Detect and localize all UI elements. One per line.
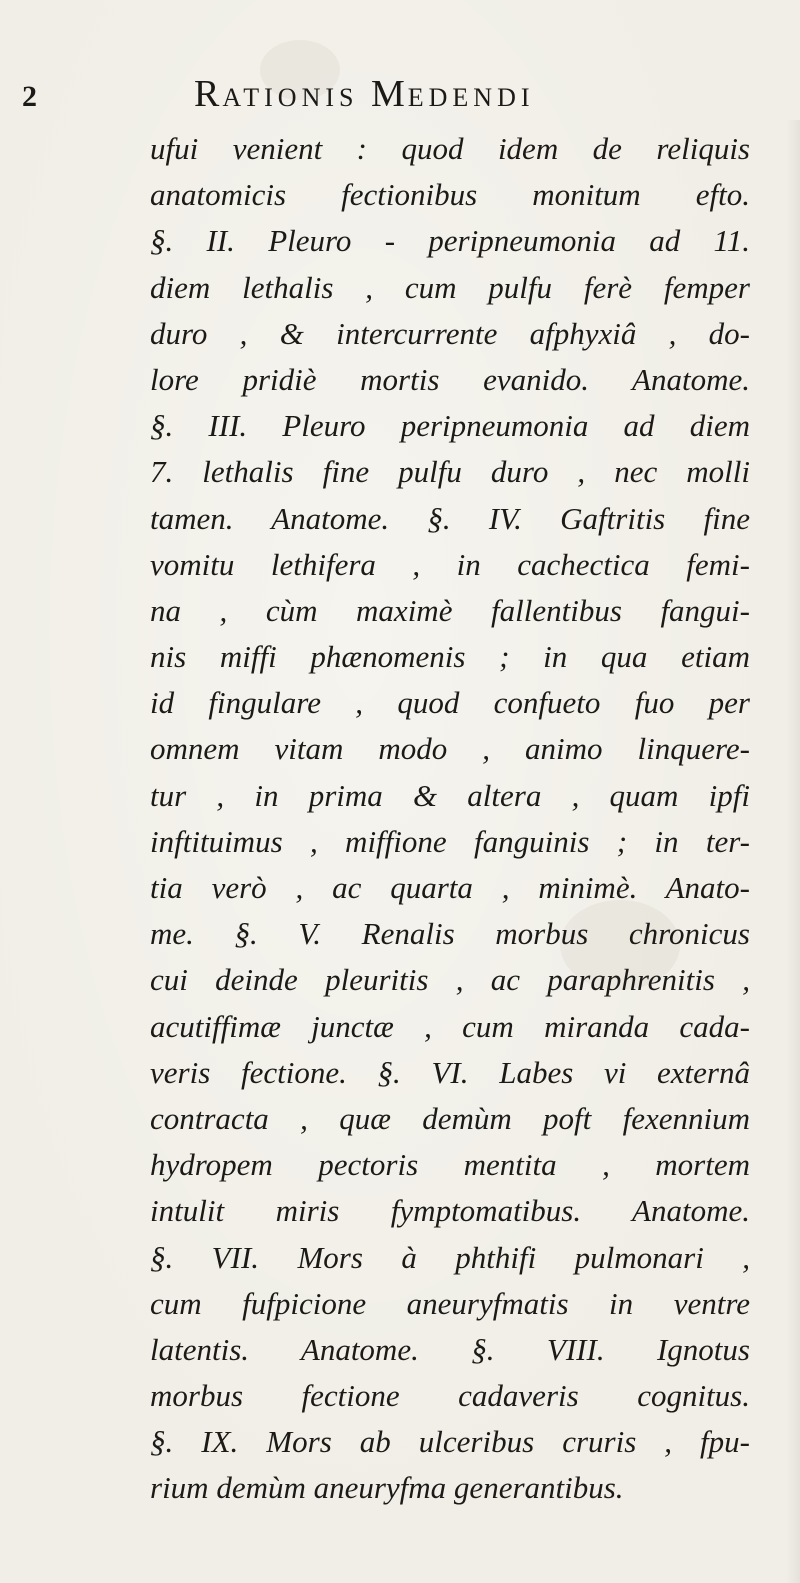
text-line: tia verò , ac quarta , minimè. Anato- [150,870,750,905]
text-line: intulit miris fymptomatibus. Anatome. [150,1193,750,1229]
text-line: acutiffimæ junctæ , cum miranda cada- [150,1008,750,1044]
text-line: §. VII. Mors à phthifi pulmonari , [150,1239,750,1275]
page-number: 2 [22,80,37,113]
running-head-word: ATIONIS [222,83,359,112]
text-line: tur , in prima & altera , quam ipfi [150,777,750,813]
text-line: na , cùm maximè fallentibus fangui- [150,592,750,628]
text-line: tamen. Anatome. §. IV. Gaftritis fine [150,500,750,536]
text-line: contracta , quæ demùm poft fexennium [150,1100,750,1136]
text-line: lore pridiè mortis evanido. Anatome. [150,361,750,397]
running-head-initial: M [370,73,408,115]
text-line: cui deinde pleuritis , ac paraphrenitis , [150,962,750,998]
text-line: duro , & intercurrente afphyxiâ , do- [150,315,750,351]
text-line: diem lethalis , cum pulfu ferè femper [150,269,750,305]
text-line: hydropem pectoris mentita , mortem [150,1147,750,1183]
text-line: nis miffi phænomenis ; in qua etiam [150,639,750,675]
text-line: inftituimus , miffione fanguinis ; in ter- [150,823,750,859]
page-edge-shadow [786,120,800,1583]
text-line: me. §. V. Renalis morbus chronicus [150,916,750,952]
running-head-word: EDENDI [407,83,535,112]
text-line: cum fufpicione aneuryfmatis in ventre [150,1285,750,1321]
running-head [194,72,535,116]
body-text [150,126,750,1512]
text-line: veris fectione. §. VI. Labes vi externâ [150,1054,750,1090]
text-line: omnem vitam modo , animo linquere- [150,731,750,767]
text-line: 7. lethalis fine pulfu duro , nec molli [150,454,750,490]
text-line: anatomicis fectionibus monitum efto. [150,177,750,213]
text-line: morbus fectione cadaveris cognitus. [150,1378,750,1414]
text-line: §. III. Pleuro peripneumonia ad diem [150,408,750,444]
text-line: id fingulare , quod confueto fuo per [150,685,750,721]
text-line: §. II. Pleuro - peripneumonia ad 11. [150,223,750,259]
text-line: rium demùm aneuryfma generantibus. [150,1470,624,1506]
text-line: vomitu lethifera , in cachectica femi- [150,546,750,582]
page-header [18,72,778,122]
text-line: latentis. Anatome. §. VIII. Ignotus [150,1331,750,1367]
text-line: §. IX. Mors ab ulceribus cruris , fpu- [150,1424,750,1460]
text-line: ufui venient : quod idem de reliquis [150,131,750,166]
running-head-initial: R [194,73,223,115]
